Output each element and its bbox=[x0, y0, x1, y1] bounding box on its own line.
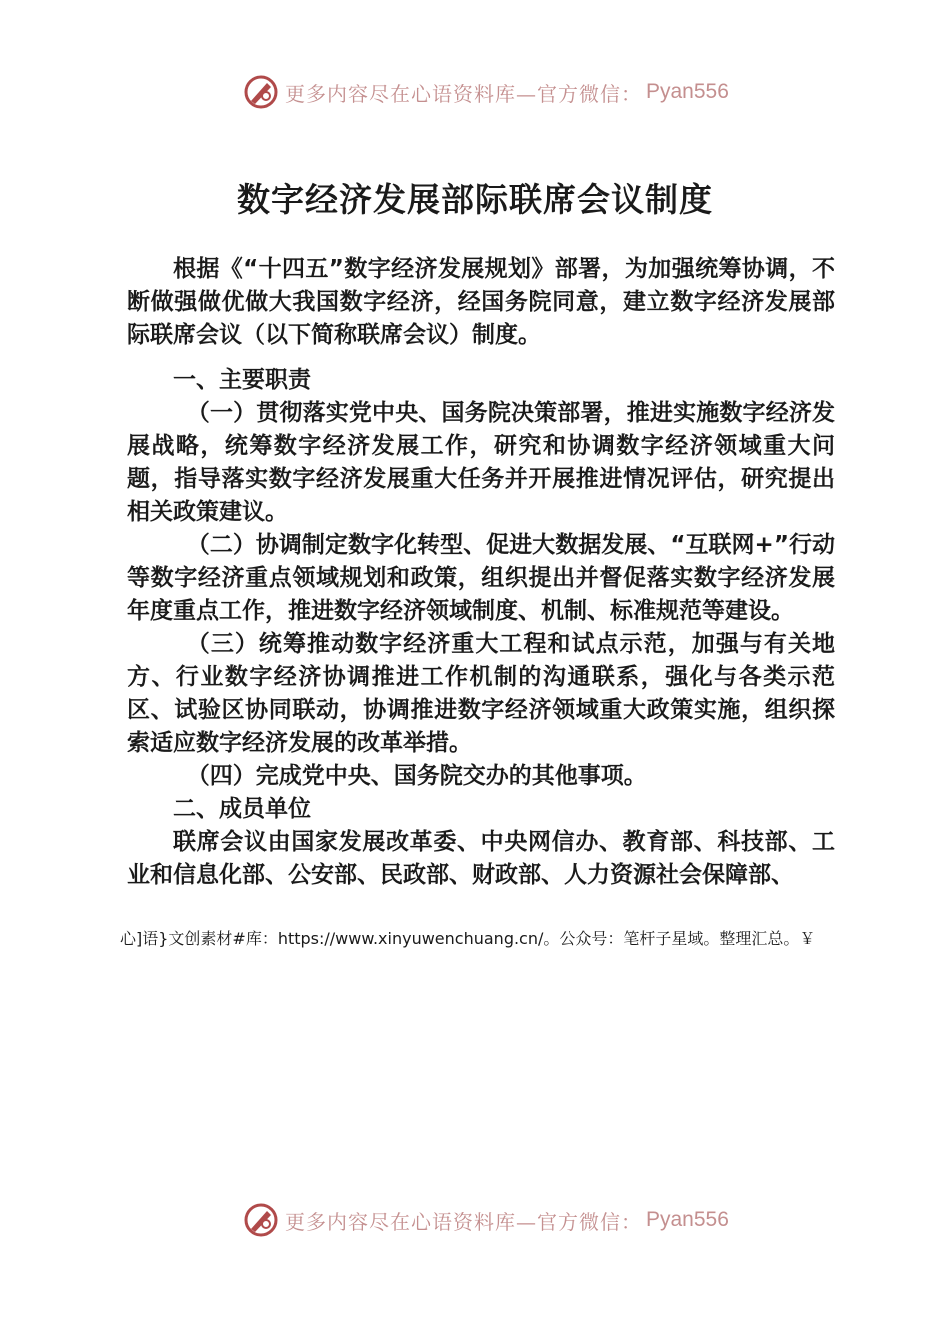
duty-item-1: （一）贯彻落实党中央、国务院决策部署，推进实施数字经济发展战略，统筹数字经济发展工作，研究和协调数字经济领域重大问题，指导落实数字经济发展重大任务并开展推进情况评估，研究提出相关政策建议。 bbox=[127, 400, 835, 525]
intro-paragraph: 根据《“十四五”数字经济发展规划》部署，为加强统筹协调，不断做强做优做大我国数字经济，经国务院同意，建立数字经济发展部际联席会议（以下简称联席会议）制度。 bbox=[127, 256, 835, 348]
document-body bbox=[127, 253, 835, 892]
source-footer-note: 心]语}文创素材#库：https://www.xinyuwenchuang.cn/。公众号：笔杆子星域。整理汇总。￥ bbox=[120, 929, 816, 948]
section-heading-members: 二、成员单位 bbox=[173, 796, 311, 822]
duty-item-2: （二）协调制定数字化转型、促进大数据发展、“互联网+”行动等数字经济重点领域规划和政策，组织提出并督促落实数字经济发展年度重点工作，推进数字经济领域制度、机制、标准规范等建设。 bbox=[127, 532, 835, 624]
logo-icon bbox=[243, 74, 279, 110]
duty-item-3: （三）统筹推动数字经济重大工程和试点示范，加强与有关地方、行业数字经济协调推进工作机制的沟通联系，强化与各类示范区、试验区协同联动，协调推进数字经济领域重大政策实施，组织探索适应数字经济发展的改革举措。 bbox=[127, 631, 835, 756]
footer-watermark-banner bbox=[243, 1200, 763, 1240]
document-title: 数字经济发展部际联席会议制度 bbox=[237, 180, 713, 219]
banner-wechat-id: Pyan556 bbox=[646, 80, 729, 103]
banner-text: 更多内容尽在心语资料库—官方微信： bbox=[285, 81, 642, 106]
logo-icon bbox=[243, 1202, 279, 1238]
section-heading-duties: 一、主要职责 bbox=[173, 367, 311, 393]
members-paragraph: 联席会议由国家发展改革委、中央网信办、教育部、科技部、工业和信息化部、公安部、民政部、财政部、人力资源社会保障部、 bbox=[127, 829, 835, 888]
duty-item-4: （四）完成党中央、国务院交办的其他事项。 bbox=[186, 763, 647, 789]
banner-wechat-id: Pyan556 bbox=[646, 1208, 729, 1231]
banner-text: 更多内容尽在心语资料库—官方微信： bbox=[285, 1209, 642, 1234]
header-watermark-banner bbox=[243, 72, 763, 112]
